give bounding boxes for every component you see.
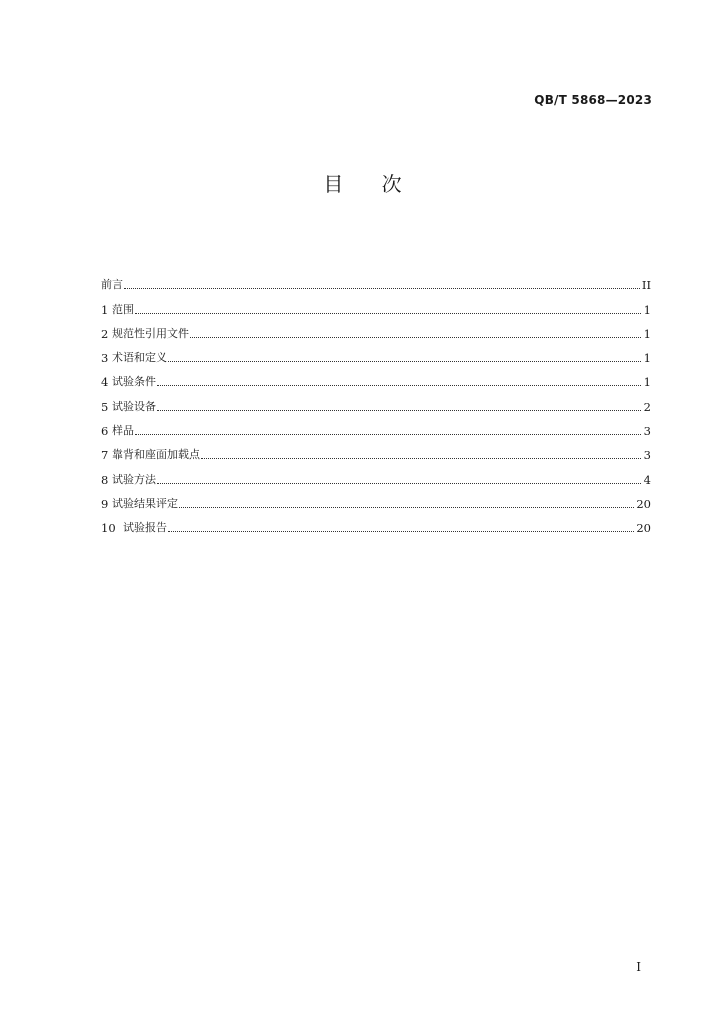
toc-entry-9[interactable] xyxy=(101,487,651,511)
toc-entry-number: 4 xyxy=(101,375,109,390)
toc-entry-page: 1 xyxy=(643,375,651,390)
toc-entry-title: 范围 xyxy=(111,302,134,316)
toc-entry-number: 8 xyxy=(101,472,109,487)
toc-entry-number: 6 xyxy=(101,424,109,439)
toc-entry-title: 术语和定义 xyxy=(111,351,167,365)
toc-entry-8[interactable] xyxy=(101,462,651,486)
toc-entry-number: 7 xyxy=(101,448,109,463)
toc-leader-dots xyxy=(179,506,634,508)
toc-entry-number: 5 xyxy=(101,399,109,414)
toc-entry-page: 3 xyxy=(643,448,651,463)
toc-entry-title: 试验条件 xyxy=(111,375,156,389)
toc-entry-number: 9 xyxy=(101,496,109,511)
toc-entry-title: 试验结果评定 xyxy=(111,496,178,510)
toc-entry-number: 1 xyxy=(101,302,109,317)
toc-entry-10[interactable] xyxy=(101,511,651,535)
toc-entry-foreword[interactable] xyxy=(101,268,651,292)
toc-entry-page: 1 xyxy=(643,302,651,317)
page-title: 目 次 xyxy=(323,172,418,196)
table-of-contents xyxy=(101,268,651,535)
toc-entry-title: 试验设备 xyxy=(111,399,156,413)
toc-entry-number: 10 xyxy=(101,521,116,536)
toc-entry-1[interactable] xyxy=(101,292,651,316)
toc-entry-number: 2 xyxy=(101,326,109,341)
toc-leader-dots xyxy=(157,482,641,484)
toc-entry-page: 20 xyxy=(636,496,651,511)
toc-entry-7[interactable] xyxy=(101,438,651,462)
page-number: I xyxy=(636,960,641,974)
toc-entry-number: 3 xyxy=(101,351,109,366)
toc-entry-page: 2 xyxy=(643,399,651,414)
toc-leader-dots xyxy=(190,336,641,338)
toc-leader-dots xyxy=(157,384,641,386)
toc-entry-page: 1 xyxy=(643,326,651,341)
toc-entry-title: 前言 xyxy=(101,278,123,292)
toc-leader-dots xyxy=(135,312,641,314)
toc-entry-page: 20 xyxy=(636,521,651,536)
toc-leader-dots xyxy=(168,530,634,532)
toc-entry-2[interactable] xyxy=(101,317,651,341)
toc-entry-4[interactable] xyxy=(101,365,651,389)
standard-code: QB/T 5868—2023 xyxy=(534,93,652,107)
toc-leader-dots xyxy=(135,433,641,435)
toc-entry-page: 3 xyxy=(643,424,651,439)
toc-entry-title: 规范性引用文件 xyxy=(111,326,189,340)
toc-entry-5[interactable] xyxy=(101,389,651,413)
toc-leader-dots xyxy=(124,287,640,289)
toc-leader-dots xyxy=(168,360,641,362)
toc-entry-title: 试验报告 xyxy=(122,521,167,535)
toc-entry-6[interactable] xyxy=(101,414,651,438)
toc-entry-page: 4 xyxy=(643,472,651,487)
toc-entry-3[interactable] xyxy=(101,341,651,365)
toc-entry-title: 样品 xyxy=(111,424,134,438)
toc-leader-dots xyxy=(201,457,641,459)
toc-entry-title: 试验方法 xyxy=(111,472,156,486)
toc-leader-dots xyxy=(157,409,641,411)
toc-entry-title: 靠背和座面加载点 xyxy=(111,448,200,462)
toc-entry-page: 1 xyxy=(643,351,651,366)
toc-entry-page: II xyxy=(641,278,651,293)
